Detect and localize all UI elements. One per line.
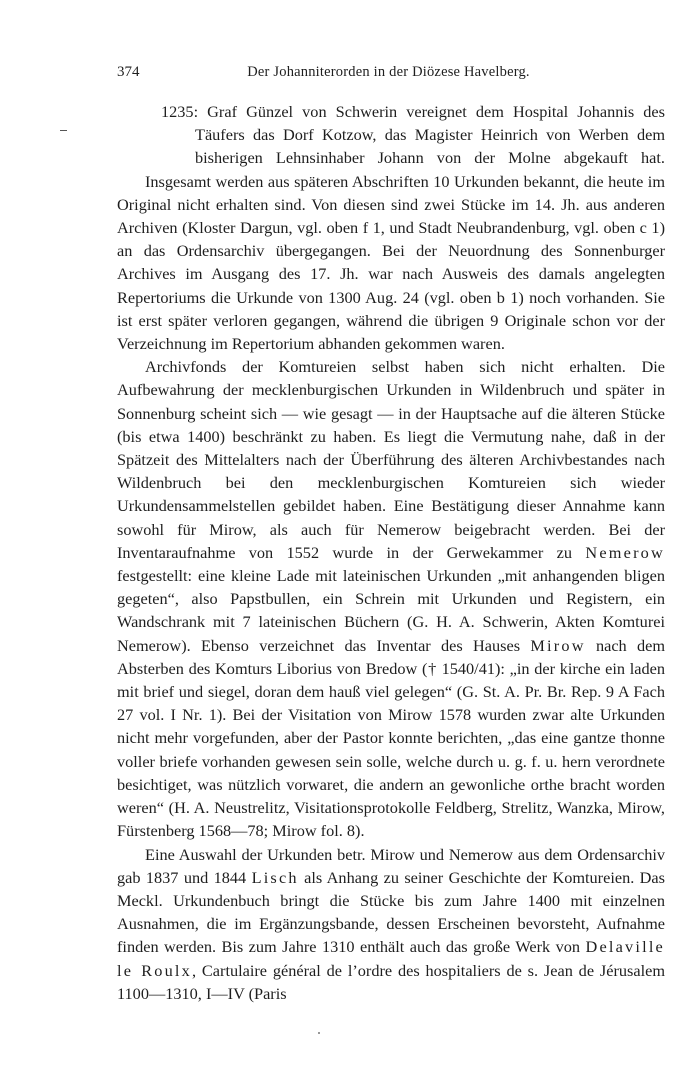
paragraph-3-text-2: als Anhang zu seiner Geschichte der Komtureien. Das Meckl. Urkundenbuch bringt die Stücke bis zum Jahre 1400 mit einzelnen Ausnahmen, die im Ergänzungsbande, dessen Erscheinen bevorsteht, Aufnahme finden werden. Bis zum Jahre 1310 enthält auch das große Werk von (117, 867, 665, 957)
body-text (117, 100, 665, 1005)
paper-speck (318, 1032, 320, 1034)
paragraph-3-text-3: , Cartulaire général de l’ordre des hospitaliers de s. Jean de Jérusalem 1100—1310, I—IV (Paris (117, 960, 665, 1003)
paragraph-editions (117, 843, 665, 1005)
regest-entry-1235 (117, 100, 665, 170)
entry-line-1: 1235: Graf Günzel von Schwerin vereignet dem Hospital Johannis des (161, 102, 665, 121)
author-name-lisch: Lisch (251, 867, 299, 887)
place-name-nemerow: Nemerow (585, 542, 665, 562)
page-number: 374 (117, 64, 140, 80)
place-name-mirow: Mirow (530, 635, 586, 655)
margin-mark (60, 130, 67, 131)
paragraph-lost-originals: Insgesamt werden aus späteren Abschriften 10 Urkunden bekannt, die heute im Original nicht erhalten sind. Von diesen sind zwei Stücke im 14. Jh. aus anderen Archiven (Kloster Dargun, vgl. oben f 1, und Stadt Neubrandenburg, vgl. oben c 1) an das Ordensarchiv übergegangen. Bei der Neuordnung des Sonnenburger Archives im Ausgang des 17. Jh. war nach Ausweis des damals angelegten Repertoriums die Urkunde von 1300 Aug. 24 (vgl. oben b 1) noch vorhanden. Sie ist erst später verloren gegangen, während die übrigen 9 Originale schon vor der Verzeichnung im Repertorium abhanden gekommen waren. (117, 171, 665, 354)
paragraph-3-text-1: Eine Auswahl der Urkunden betr. Mirow und Nemerow aus dem Ordensarchiv gab 1837 und 1844 (117, 844, 665, 887)
paragraph-2-text-1: Archivfonds der Komtureien selbst haben sich nicht erhalten. Die Aufbewahrung der mecklenburgischen Urkunden in Wildenbruch und später in Sonnenburg scheint sich — wie gesagt — in der Hauptsache auf die älteren Stücke (bis etwa 1400) beschränkt zu haben. Es liegt die Vermutung nahe, daß in der Spätzeit des Mittelalters nach der Überführung des älteren Archivbestandes nach Wildenbruch bei den mecklenburgischen Komtureien sich wieder Urkundensammelstellen gebildet haben. Eine Bestätigung dieser Annahme kann sowohl für Mirow, als auch für Nemerow beigebracht werden. Bei der Inventaraufnahme von 1552 wurde in der Gerwekammer zu (117, 357, 665, 562)
paragraph-2-text-3: nach dem Absterben des Komturs Liborius von Bredow († 1540/41): „in der kirche ein laden mit brief und siegel, doran dem hauß viel gelegen“ (G. St. A. Pr. Br. Rep. 9 A Fach 27 vol. I Nr. 1). Bei der Visitation von Mirow 1578 wurden zwar alte Urkunden nicht mehr vorgefunden, aber der Pastor konnte berichten, „das eine gantze thonne voller briefe vorhanden gewesen sein solle, welche durch u. g. f. u. hern verordnete besichtiget, was nützlich vorwaret, die andern an gewonliche orthe bracht worden weren“ (H. A. Neustrelitz, Visitationsprotokolle Feldberg, Strelitz, Wanzka, Mirow, Fürstenberg 1568—78; Mirow fol. 8). (117, 635, 666, 841)
page-header (117, 64, 660, 86)
entry-line-2: Täufers das Dorf Kotzow, das Magister Heinrich von Werben dem (195, 125, 665, 145)
running-title: Der Johanniterorden in der Diözese Havelberg. (247, 64, 530, 80)
paragraph-archive-fonds (117, 355, 665, 842)
paragraph-2-text-2: festgestellt: eine kleine Lade mit lateinischen Urkunden „mit anhangenden bligen gegeten“, also Papstbullen, ein Schrein mit Urkunden und Registern, ein Wandschrank mit 7 lateinischen Büchern (G. H. A. Schwerin, Akten Komturei Nemerow). Ebenso verzeichnet das Inventar des Hauses (117, 566, 665, 655)
author-name-delaville-le-roulx: Delaville le Roulx (117, 937, 665, 980)
entry-line-3: bisherigen Lehnsinhaber Johann von der Molne abgekauft hat. (195, 148, 665, 168)
